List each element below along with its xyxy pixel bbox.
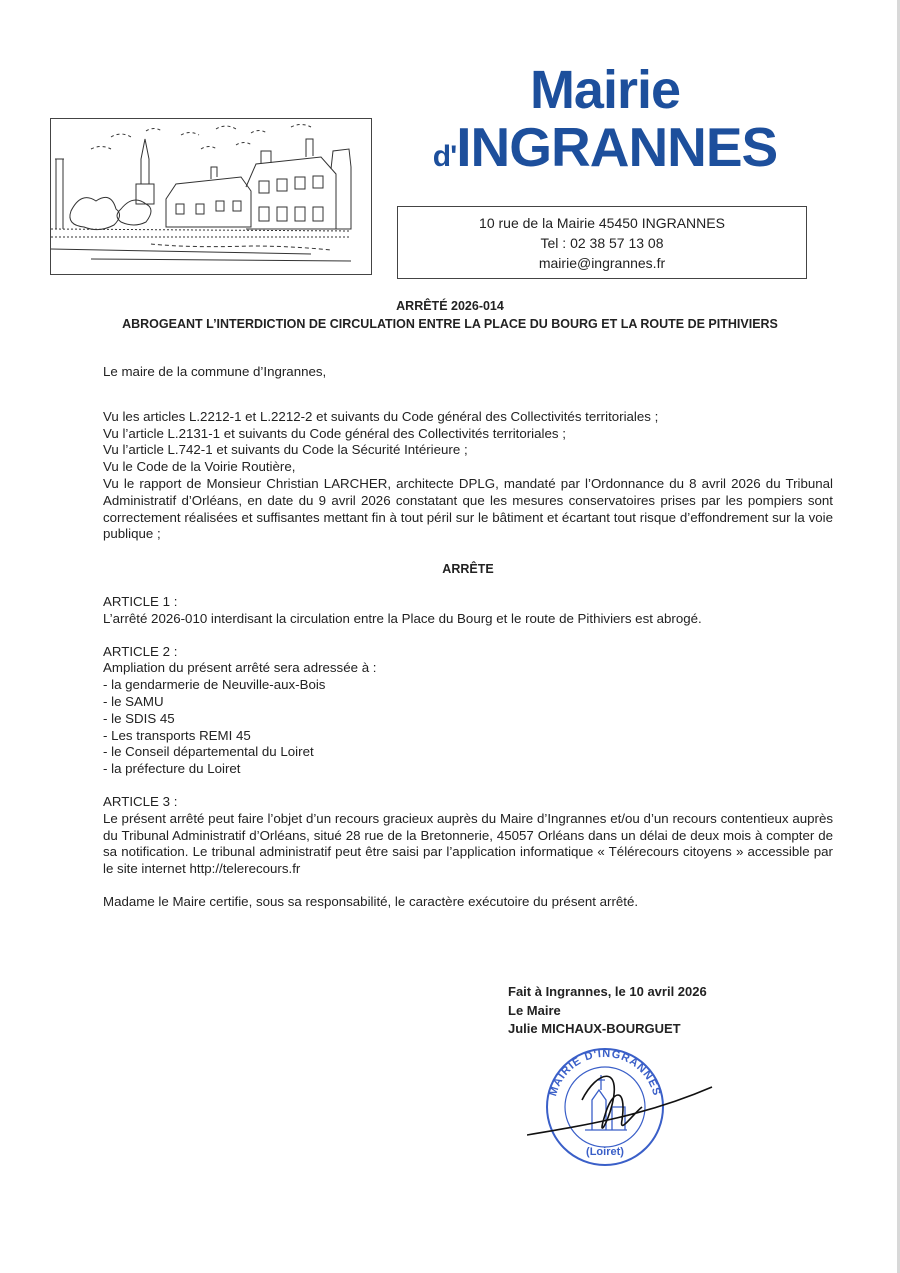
logo-line-ingrannes: d'INGRANNES [432, 116, 778, 178]
vu-line-2: Vu l’article L.2131-1 et suivants du Code général des Collectivités territoriales ; [103, 425, 566, 441]
vu-line-3: Vu l’article L.742-1 et suivants du Code la Sécurité Intérieure ; [103, 442, 468, 458]
article-1-text: L’arrêté 2026-010 interdisant la circulation entre la Place du Bourg et le route de Pithiviers est abrogé. [103, 610, 702, 626]
preamble-intro: Le maire de la commune d’Ingrannes, [103, 364, 327, 379]
recipient-item: - la préfecture du Loiret [103, 761, 241, 777]
article-2-intro: Ampliation du présent arrêté sera adressée à : [103, 660, 377, 676]
svg-text:MAIRIE D'INGRANNES [547, 1048, 663, 1098]
stamp-bottom-text: (Loiret) [586, 1146, 624, 1158]
address-line: 10 rue de la Mairie 45450 INGRANNES [479, 215, 725, 231]
recipient-item: - Les transports REMI 45 [103, 727, 251, 743]
article-3-label: ARTICLE 3 : [103, 793, 178, 809]
recipient-item: - le SDIS 45 [103, 710, 175, 726]
recipient-item: - le Conseil départemental du Loiret [103, 744, 314, 760]
vu-line-1: Vu les articles L.2212-1 et L.2212-2 et suivants du Code général des Collectivités territoriales ; [103, 408, 659, 424]
decree-body [103, 364, 833, 911]
article-1-label: ARTICLE 1 : [103, 593, 178, 609]
mairie-logo [400, 62, 810, 186]
decree-subject: ABROGEANT L’INTERDICTION DE CIRCULATION ENTRE LA PLACE DU BOURG ET LA ROUTE DE PITHIVIERS [122, 317, 778, 331]
village-sketch-image [50, 118, 372, 275]
signature-role: Le Maire [508, 1002, 561, 1018]
email-line: mairie@ingrannes.fr [538, 255, 666, 271]
official-stamp [527, 1045, 717, 1170]
article-2-label: ARTICLE 2 : [103, 643, 178, 659]
decree-number: ARRÊTÉ 2026-014 [396, 299, 504, 313]
contact-box [397, 206, 807, 279]
signature-place-date: Fait à Ingrannes, le 10 avril 2026 [508, 984, 707, 999]
recipient-item: - la gendarmerie de Neuville-aux-Bois [103, 677, 326, 693]
phone-line: Tel : 02 38 57 13 08 [540, 235, 664, 251]
decree-title [0, 297, 900, 333]
decree-heading: ARRÊTE [442, 562, 494, 577]
signature-block [508, 983, 707, 1039]
vu-line-4: Vu le Code de la Voirie Routière, [103, 459, 296, 475]
article-3-text: Le présent arrêté peut faire l’objet d’un recours gracieux auprès du Maire d’Ingrannes et/ou d’un recours contentieux auprès du Tribunal Administratif d’Orléans, situé 28 rue de la Bretonnerie, 45057 Orléans dans un délai de deux mois à compter de sa notification. Le tribunal administratif peut être saisi par l’application informatique « Télérecours citoyens » accessible par le site internet http://telerecours.fr [103, 810, 833, 877]
logo-line-mairie: Mairie [529, 60, 681, 120]
stamp-ring-text: MAIRIE D'INGRANNES [547, 1047, 663, 1098]
recipient-item: - le SAMU [103, 693, 164, 709]
signature-name: Julie MICHAUX-BOURGUET [508, 1021, 681, 1036]
certification-text: Madame le Maire certifie, sous sa responsabilité, le caractère exécutoire du présent arrêté. [103, 893, 639, 909]
vu-line-5: Vu le rapport de Monsieur Christian LARCHER, architecte DPLG, mandaté par l’Ordonnance du 8 avril 2026 du Tribunal Administratif d’Orléans, en date du 9 avril 2026 constatant que les mesures conservatoires prises par les pompiers sont correctement réalisées et suffisantes mettant fin à tout péril sur le bâtiment et écartant tout risque d’effondrement sur la voie publique ; [103, 475, 833, 542]
